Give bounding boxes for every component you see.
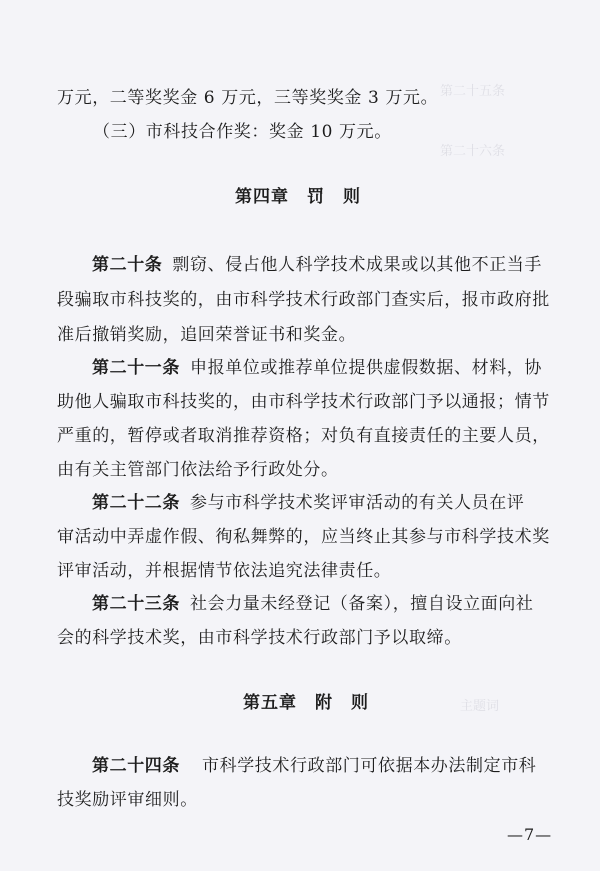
article-20-text: 剽窃、侵占他人科学技术成果或以其他不正当手 <box>172 255 543 275</box>
article-20-line-3: 准后撤销奖励，追回荣誉证书和奖金。 <box>57 325 357 345</box>
chapter-4-heading: 第四章 罚 则 <box>235 187 361 207</box>
bleed-through-artifact: 第二十五条 <box>440 84 506 99</box>
article-20-line-1 <box>92 255 542 275</box>
article-22-line-2: 审活动中弄虚作假、徇私舞弊的，应当终止其参与市科学技术奖 <box>57 527 550 547</box>
article-22-line-3: 评审活动，并根据情节依法追究法律责任。 <box>57 561 392 581</box>
article-21-text: 申报单位或推荐单位提供虚假数据、材料，协 <box>190 358 542 378</box>
article-24-text: 市科学技术行政部门可依据本办法制定市科 <box>202 756 537 776</box>
article-23-text: 社会力量未经登记（备案），擅自设立面向社 <box>190 594 534 614</box>
article-20-line-2: 段骗取市科技奖的，由市科学技术行政部门查实后，报市政府批 <box>57 290 550 310</box>
article-24-line-2: 技奖励评审细则。 <box>57 790 198 810</box>
article-23-line-1 <box>92 594 534 614</box>
article-22-label: 第二十二条 <box>92 493 180 513</box>
article-23-line-2: 会的科学技术奖，由市科学技术行政部门予以取缔。 <box>57 628 462 648</box>
article-24-label: 第二十四条 <box>92 756 180 776</box>
article-21-line-4: 由有关主管部门依法给予行政处分。 <box>57 460 339 480</box>
article-21-line-1 <box>92 358 542 378</box>
article-20-label: 第二十条 <box>92 255 163 275</box>
article-22-text: 参与市科学技术奖评审活动的有关人员在评 <box>190 493 525 513</box>
article-21-line-2: 助他人骗取市科技奖的，由市科学技术行政部门予以通报；情节 <box>57 392 550 412</box>
chapter-5-heading: 第五章 附 则 <box>243 693 369 713</box>
article-21-label: 第二十一条 <box>92 358 180 378</box>
intro-line-1: 万元，二等奖奖金 6 万元，三等奖奖金 3 万元。 <box>57 88 439 108</box>
article-22-line-1 <box>92 493 524 513</box>
article-24-line-1 <box>92 756 536 776</box>
article-21-line-3: 严重的，暂停或者取消推荐资格；对负有直接责任的主要人员， <box>57 426 550 446</box>
intro-line-2: （三）市科技合作奖：奖金 10 万元。 <box>93 122 392 142</box>
article-23-label: 第二十三条 <box>92 594 180 614</box>
bleed-through-artifact: 第二十六条 <box>440 144 506 159</box>
page-number: —7— <box>507 825 553 844</box>
bleed-through-artifact: 主题词 <box>460 699 500 714</box>
